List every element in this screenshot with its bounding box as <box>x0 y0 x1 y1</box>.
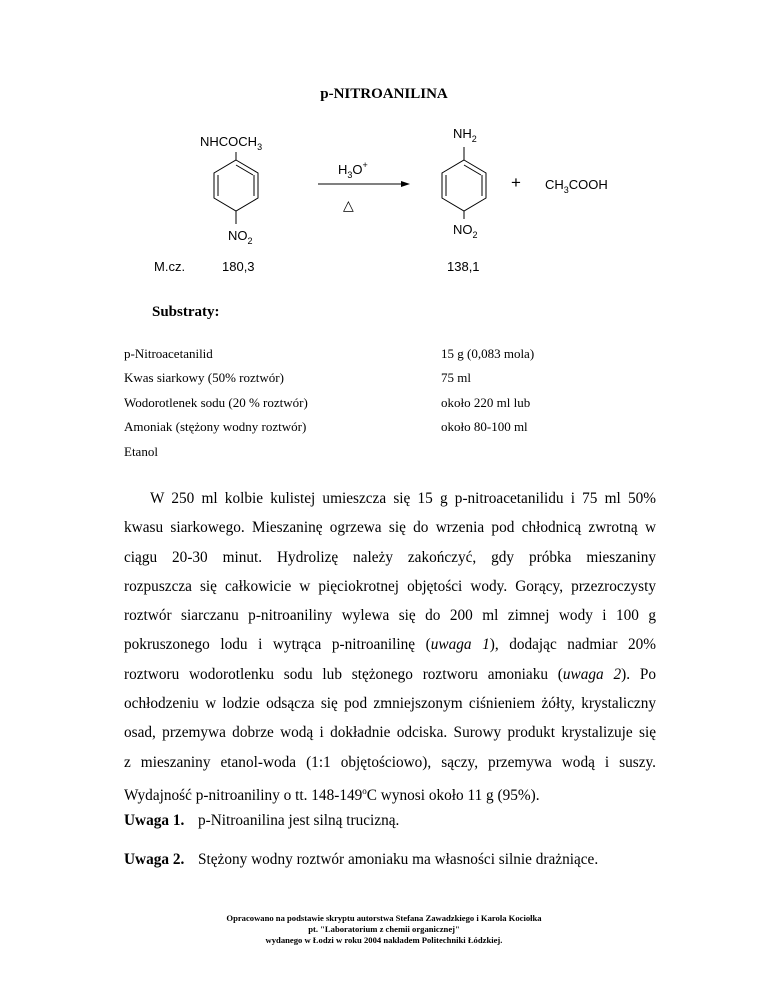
procedure-line: ciągu 20-30 minut. Hydrolizę należy zakończyć, gdy próbka mieszaniny <box>124 548 656 566</box>
procedure-line: osad, przemywa dobrze wodą i dokładnie odciska. Surowy produkt krystalizuje się <box>124 724 656 742</box>
reactant-substituent-bottom: $NO_2$ <box>228 228 253 246</box>
substrate-row <box>124 370 644 388</box>
note-label: Uwaga 2. <box>124 851 185 868</box>
reaction-scheme <box>0 0 768 300</box>
footer-line: pt. "Laboratorium z chemii organicznej" <box>308 924 460 934</box>
footer-credits <box>0 913 768 946</box>
note-reference: uwaga 1 <box>430 636 490 654</box>
heat-symbol: △ <box>343 198 354 214</box>
substrate-name: Wodorotlenek sodu (20 % roztwór) <box>124 395 308 410</box>
reactant-substituent-top: $NHCOCH_3$ <box>200 134 263 152</box>
reactant-benzene-ring <box>214 152 258 224</box>
procedure-paragraph <box>124 484 656 806</box>
note-reference: uwaga 2 <box>562 665 622 683</box>
substrate-row <box>124 346 644 364</box>
substrate-name: Etanol <box>124 444 158 459</box>
product-benzene-ring <box>442 147 486 219</box>
product-substituent-top: $NH_2$ <box>453 126 477 144</box>
molar-mass-reactant: 180,3 <box>222 259 255 274</box>
substrate-amount: około 220 ml lub <box>441 395 531 410</box>
reaction-arrow <box>318 181 410 187</box>
substrate-row <box>124 444 644 462</box>
substrate-amount: około 80-100 ml <box>441 419 528 434</box>
substrates-heading: Substraty: <box>152 304 220 320</box>
substrate-name: Kwas siarkowy (50% roztwór) <box>124 370 284 385</box>
substrate-name: p-Nitroacetanilid <box>124 346 213 361</box>
procedure-line: ochłodzeniu w lodzie odsącza się pod zmniejszonym ciśnieniem żółty, krystaliczny <box>124 695 656 713</box>
molar-mass-label: M.cz. <box>154 259 186 274</box>
plus-sign: + <box>511 173 521 192</box>
molar-mass-product: 138,1 <box>447 259 480 274</box>
substrate-row <box>124 419 644 437</box>
page-title: p-NITROANILINA <box>320 86 448 102</box>
substrate-row <box>124 395 644 413</box>
note-label: Uwaga 1. <box>124 812 185 829</box>
procedure-line: kwasu siarkowego. Mieszaninę ogrzewa się do wrzenia pod chłodnicą zwrotną w <box>124 519 656 537</box>
note-1 <box>124 812 399 830</box>
procedure-line: roztwór siarczanu p-nitroaniliny wylewa się do 200 ml zimnej wody i 100 g <box>124 607 656 625</box>
footer-line: Opracowano na podstawie skryptu autorstwa Stefana Zawadzkiego i Karola Kociołka <box>226 913 542 923</box>
byproduct-formula: $CH_3COOH$ <box>545 177 608 195</box>
product-substituent-bottom: $NO_2$ <box>453 222 478 240</box>
footer-line: wydanego w Łodzi w roku 2004 nakładem Politechniki Łódzkiej. <box>265 935 503 945</box>
procedure-line: rozpuszcza się całkowicie w pięciokrotnej objętości wody. Gorący, przezroczysty <box>124 577 656 595</box>
substrate-amount: 15 g (0,083 mola) <box>441 346 535 361</box>
procedure-line: roztworu wodorotlenku sodu lub stężonego roztworu amoniaku (uwaga 2). Po <box>124 665 656 683</box>
procedure-line: z mieszaniny etanol-woda (1:1 objętościowo), sączy, przemywa wodą i suszy. <box>124 753 656 771</box>
note-text: Stężony wodny roztwór amoniaku ma własności silnie drażniące. <box>198 851 599 868</box>
procedure-line: pokruszonego lodu i wytrąca p-nitroanilinę (uwaga 1), dodając nadmiar 20% <box>124 636 656 654</box>
substrate-amount: 75 ml <box>441 370 471 385</box>
note-2 <box>124 851 598 869</box>
substrate-name: Amoniak (stężony wodny roztwór) <box>124 419 307 434</box>
procedure-line: W 250 ml kolbie kulistej umieszcza się 15 g p-nitroacetanilidu i 75 ml 50% <box>150 490 656 507</box>
procedure-line: Wydajność p-nitroaniliny o tt. 148-149$^o$C wynosi około 11 g (95%). <box>124 785 540 805</box>
reagent-label: $H_3O^+$ <box>338 160 368 180</box>
note-text: p-Nitroanilina jest silną trucizną. <box>198 812 400 829</box>
